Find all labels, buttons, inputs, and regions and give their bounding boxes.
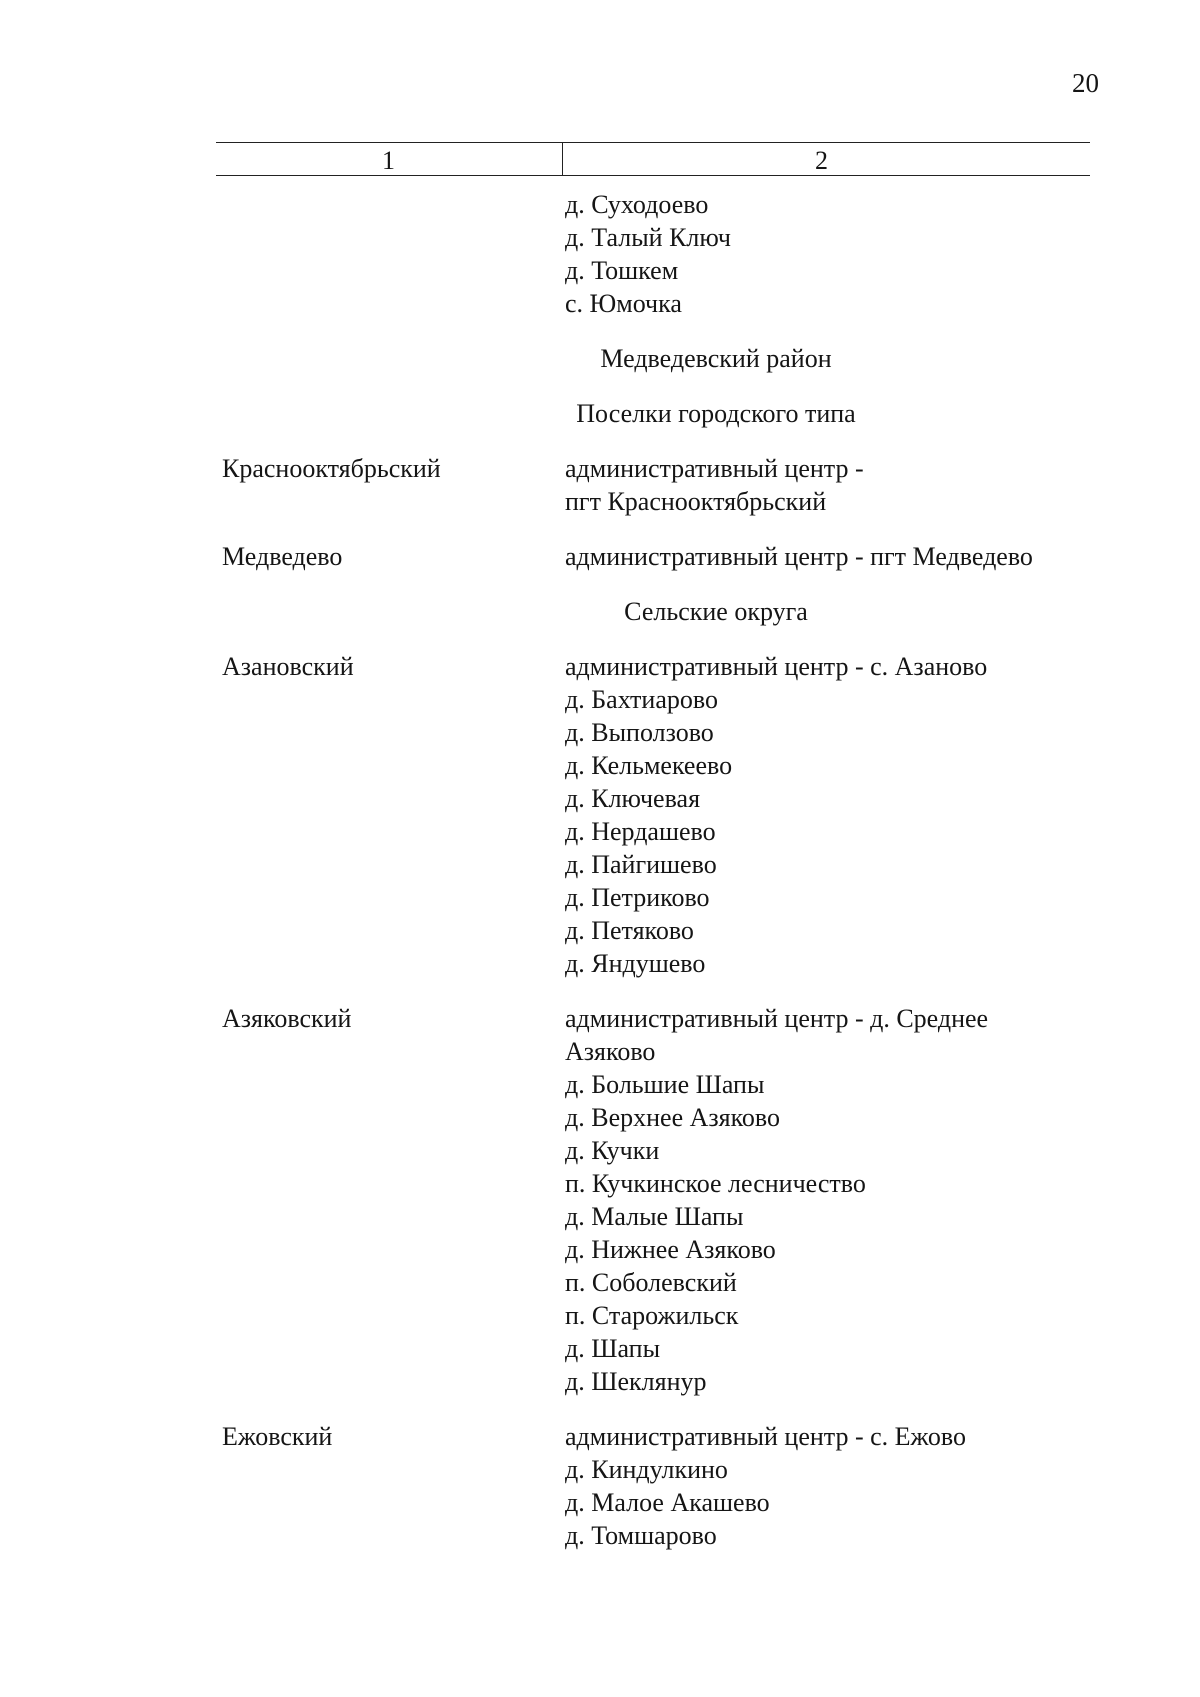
list-item: д. Пайгишево [565,850,717,879]
page-number: 20 [1072,68,1099,98]
list-item: д. Петяково [565,916,694,945]
list-item: д. Нердашево [565,817,716,846]
settlement-name: Краснооктябрьский [222,454,441,483]
column-header-2: 2 [815,146,828,175]
table-top-rule [216,142,1090,143]
list-item: д. Кучки [565,1136,660,1165]
list-item: д. Выползово [565,718,714,747]
column-divider [562,143,563,175]
continued-block [222,188,1090,320]
list-item: д. Суходоево [565,190,709,219]
settlement-list [222,188,1090,1552]
column-header-1: 1 [382,146,395,175]
list-item: д. Тошкем [565,256,679,285]
district-row [222,1420,1090,1552]
list-item: п. Кучкинское лесничество [565,1169,866,1198]
list-item: д. Кельмекеево [565,751,733,780]
list-item: административный центр - с. Ежово [565,1422,966,1451]
district-row [222,1002,1090,1398]
table-header-rule [216,175,1090,176]
district-name: Азановский [222,652,354,681]
list-item: д. Малые Шапы [565,1202,744,1231]
district-name: Азяковский [222,1004,352,1033]
settlement-row [222,452,1090,518]
list-item: административный центр - с. Азаново [565,652,988,681]
list-item: д. Киндулкино [565,1455,728,1484]
list-item: Азяково [565,1037,656,1066]
list-item: д. Малое Акашево [565,1488,770,1517]
district-name: Ежовский [222,1422,333,1451]
list-item: п. Соболевский [565,1268,737,1297]
settlement-row [222,540,1090,573]
list-item: д. Нижнее Азяково [565,1235,776,1264]
list-item: д. Яндушево [565,949,706,978]
list-item: административный центр - пгт Медведево [565,542,1033,571]
list-item: д. Петриково [565,883,710,912]
list-item: д. Бахтиарово [565,685,718,714]
list-item: п. Старожильск [565,1301,739,1330]
list-item: д. Шапы [565,1334,661,1363]
settlement-name: Медведево [222,542,343,571]
urban-heading: Поселки городского типа [576,399,856,428]
rural-heading: Сельские округа [624,597,808,626]
list-item: д. Талый Ключ [565,223,731,252]
list-item: пгт Краснооктябрьский [565,487,827,516]
list-item: д. Верхнее Азяково [565,1103,781,1132]
list-item: с. Юмочка [565,289,682,318]
list-item: административный центр - д. Среднее [565,1004,989,1033]
list-item: д. Ключевая [565,784,701,813]
list-item: административный центр - [565,454,864,483]
district-row [222,650,1090,980]
district-title: Медведевский район [600,344,832,373]
list-item: д. Большие Шапы [565,1070,765,1099]
list-item: д. Шеклянур [565,1367,707,1396]
list-item: д. Томшарово [565,1521,717,1550]
